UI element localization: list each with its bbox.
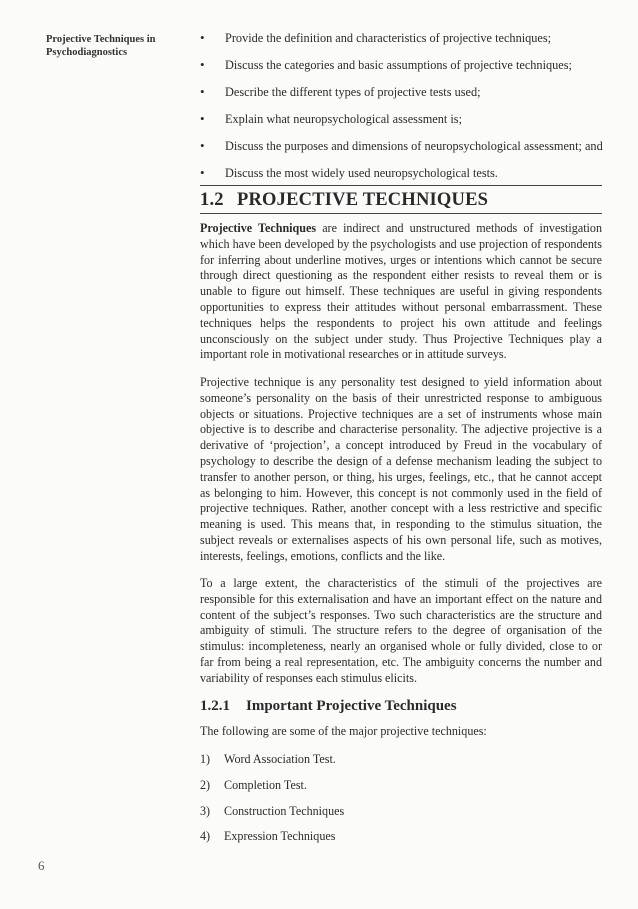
item-number: 1) [200, 752, 211, 766]
paragraph-3: To a large extent, the characteristics of the stimuli of the projectives are responsible for this externalisation and have an important effect on the nature and content of the subject’s responses. Two such characteristics are the structure and ambiguity of stimuli. The structure refers to the degree of organisation of the stimulus: incompleteness, nearly an organised whole or fully divided, close to or far from being a real representation, etc. The ambiguity concerns the number and variability of responses each stimulus elicits. [200, 576, 602, 685]
running-header: Projective Techniques in Psychodiagnostics [46, 34, 156, 58]
objective-item: • Discuss the most widely used neuropsychological tests. [200, 165, 610, 192]
item-label: Word Association Test. [224, 752, 336, 766]
item-label: Construction Techniques [224, 803, 345, 818]
objective-item: • Discuss the categories and basic assumptions of projective techniques; [200, 57, 610, 84]
item-number: 4) [200, 829, 211, 844]
section-rule-bottom [200, 213, 602, 214]
section-heading [200, 190, 602, 210]
page-number: 6 [38, 858, 45, 873]
techniques-intro: The following are some of the major projective techniques: [200, 724, 487, 738]
technique-item [200, 752, 344, 778]
objective-item: • Describe the different types of projective tests used; [200, 84, 610, 111]
objective-item: • Discuss the purposes and dimensions of neuropsychological assessment; and [200, 138, 610, 165]
objectives-list [200, 30, 610, 192]
item-label: Completion Test. [224, 777, 307, 792]
item-number: 3) [200, 803, 211, 818]
subsection-number: 1.2.1 [200, 698, 230, 714]
paragraph-1-text: are indirect and unstructured methods of investigation which have been developed by the psychologists and use projection of respondents for inferring about underline motives, urges or intentions which cannot be secure through direct questioning as the respondent either resists to reveal them or is unable to figure out himself. These techniques are useful in giving respondents opportunities to express their attitudes without personal embarrassment. These techniques helps the respondents to project his own attitude and feelings unconsciously on the subject under study. Thus Projective Techniques play a important role in motivational researches or in attitude surveys. [200, 221, 603, 362]
subsection-title: Important Projective Techniques [246, 698, 457, 714]
paragraph-1 [200, 221, 602, 363]
technique-item [200, 778, 344, 804]
technique-item [200, 804, 344, 830]
term-projective-techniques: Projective Techniques [200, 221, 317, 235]
subsection-heading [200, 697, 602, 715]
objective-item: • Explain what neuropsychological assessment is; [200, 111, 610, 138]
item-number: 2) [200, 777, 211, 792]
objective-item: • Provide the definition and characteristics of projective techniques; [200, 30, 610, 57]
paragraph-2: Projective technique is any personality test designed to yield information about someone’s personality on the basis of their unrestricted response to ambiguous objects or situations. Projective techniques are a set of instruments whose main objective is to describe and characterise personality. The adjective projective is a derivative of ‘projection’, a concept introduced by Freud in the vocabulary of psychology to describe the design of a defense mechanism leading the subject to transfer to another person, or thing, his urges, feelings, etc., that he cannot accept as belonging to him. However, this concept is not commonly used in the field of projective techniques. Rather, another concept with a less restrictive and specific meaning is used. This means that, in responding to the stimulus situation, the subject reveals or externalises aspects of his own personal life, such as motives, interests, feelings, emotions, conflicts and the like. [200, 375, 602, 563]
section-number: 1.2 [200, 190, 224, 210]
section-rule-top [200, 185, 602, 186]
item-label: Expression Techniques [224, 829, 336, 844]
techniques-list [200, 752, 344, 855]
technique-item [200, 829, 344, 855]
section-title: PROJECTIVE TECHNIQUES [237, 190, 489, 210]
